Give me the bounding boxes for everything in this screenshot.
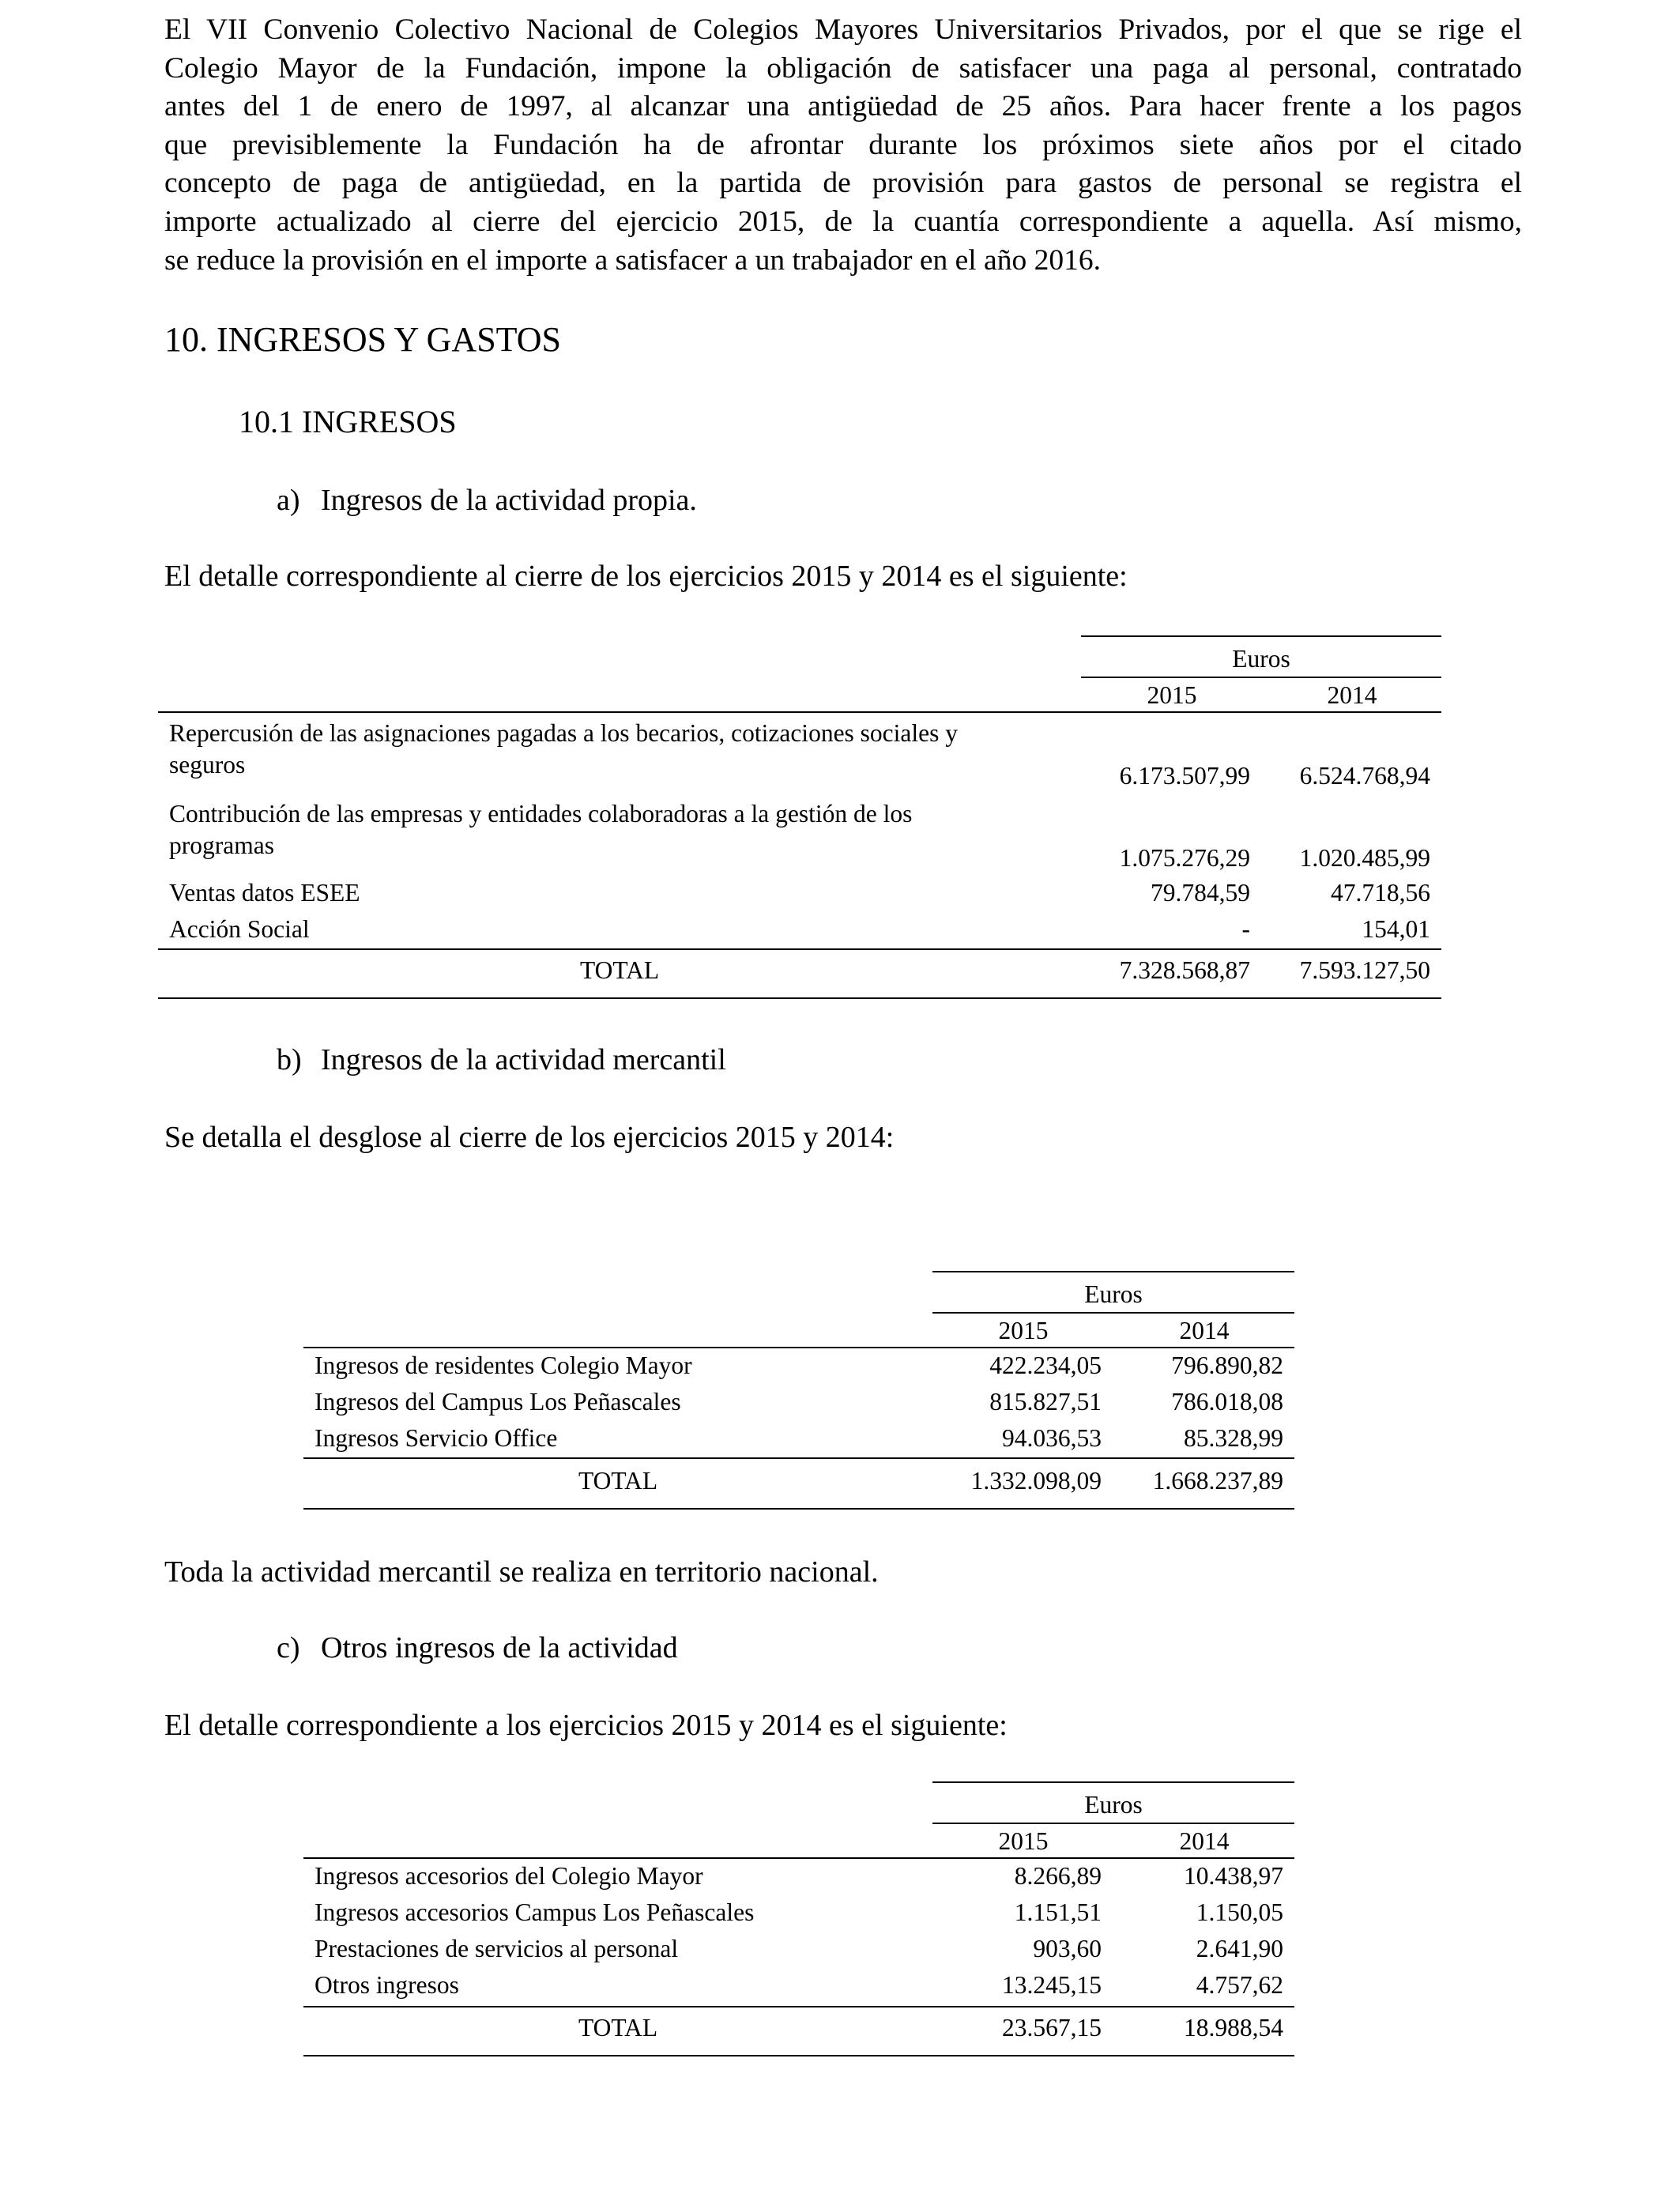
row-label: Ingresos accesorios Campus Los Peñascales bbox=[315, 1898, 755, 1926]
row-label-line: programas bbox=[169, 831, 274, 859]
part-c-heading bbox=[277, 1628, 678, 1668]
total-divider bbox=[158, 948, 1441, 950]
year-2015-header: 2015 bbox=[998, 1827, 1049, 1855]
total-2015: 23.567,15 bbox=[1002, 2014, 1102, 2041]
value-2015: 6.173.507,99 bbox=[1119, 762, 1250, 790]
part-b-letter: b) bbox=[277, 1043, 302, 1076]
part-a-letter: a) bbox=[277, 484, 300, 517]
row-label-line: Contribución de las empresas y entidades colaboradoras a la gestión de los bbox=[169, 800, 913, 827]
table-actividad-mercantil bbox=[303, 1271, 1294, 1513]
value-2014: 85.328,99 bbox=[1184, 1424, 1283, 1452]
intro-line: concepto de paga de antigüedad, en la partida de provisión para gastos de personal se registra el bbox=[164, 167, 1522, 200]
table-divider bbox=[303, 1347, 1294, 1348]
part-a-intro: El detalle correspondiente al cierre de los ejercicios 2015 y 2014 es el siguiente: bbox=[164, 560, 1128, 593]
part-a-heading-text: Ingresos de la actividad propia. bbox=[321, 484, 697, 517]
row-label: Ventas datos ESEE bbox=[169, 879, 360, 907]
value-2014: 4.757,62 bbox=[1196, 1971, 1283, 1999]
years-header bbox=[1081, 677, 1441, 714]
part-b-heading bbox=[277, 1040, 726, 1080]
part-c-intro: El detalle correspondiente a los ejercicios 2015 y 2014 es el siguiente: bbox=[164, 1709, 1008, 1742]
currency-header: Euros bbox=[1232, 645, 1290, 673]
value-2015: 1.151,51 bbox=[1014, 1898, 1102, 1926]
part-c-letter: c) bbox=[277, 1631, 300, 1664]
row-label: Acción Social bbox=[169, 915, 310, 943]
part-c-heading-text: Otros ingresos de la actividad bbox=[321, 1631, 678, 1664]
intro-paragraph bbox=[164, 11, 1522, 280]
table-header bbox=[932, 1781, 1294, 1859]
total-divider bbox=[303, 1457, 1294, 1459]
years-header bbox=[932, 1312, 1294, 1350]
row-label-line: seguros bbox=[169, 751, 246, 778]
table-row bbox=[303, 1897, 1294, 1933]
table-row bbox=[158, 798, 1441, 874]
years-header bbox=[932, 1823, 1294, 1860]
value-2014: 10.438,97 bbox=[1184, 1862, 1283, 1890]
table-divider bbox=[158, 711, 1441, 713]
value-2015: 94.036,53 bbox=[1002, 1424, 1102, 1452]
intro-line: Colegio Mayor de la Fundación, impone la obligación de satisfacer una paga al personal, contratado bbox=[164, 51, 1522, 85]
row-label: Ingresos Servicio Office bbox=[315, 1424, 558, 1452]
total-2014: 1.668.237,89 bbox=[1152, 1467, 1283, 1495]
total-divider bbox=[303, 2006, 1294, 2007]
table-otros-ingresos bbox=[303, 1781, 1294, 2060]
row-label: Ingresos accesorios del Colegio Mayor bbox=[315, 1862, 703, 1890]
table-row bbox=[158, 914, 1441, 950]
value-2015: 815.827,51 bbox=[989, 1388, 1102, 1416]
currency-header: Euros bbox=[1084, 1280, 1143, 1308]
table-bottom-line bbox=[303, 1508, 1294, 1510]
table-bottom-line bbox=[303, 2055, 1294, 2056]
part-b-heading-text: Ingresos de la actividad mercantil bbox=[321, 1043, 726, 1076]
table-header bbox=[932, 1271, 1294, 1348]
intro-line: importe actualizado al cierre del ejercicio 2015, de la cuantía correspondiente a aquella. Así mismo, bbox=[164, 205, 1522, 238]
intro-line: que previsiblemente la Fundación ha de afrontar durante los próximos siete años por el citado bbox=[164, 128, 1522, 161]
table-row bbox=[303, 1350, 1294, 1386]
total-label: TOTAL bbox=[578, 2014, 658, 2041]
part-b-intro: Se detalla el desglose al cierre de los ejercicios 2015 y 2014: bbox=[164, 1121, 895, 1154]
table-divider bbox=[303, 1857, 1294, 1859]
row-label: Ingresos del Campus Los Peñascales bbox=[315, 1388, 681, 1416]
part-a-heading bbox=[277, 481, 697, 520]
currency-header: Euros bbox=[1084, 1791, 1143, 1819]
value-2014: 6.524.768,94 bbox=[1299, 762, 1430, 790]
row-label-line: Repercusión de las asignaciones pagadas a los becarios, cotizaciones sociales y bbox=[169, 719, 959, 747]
total-label: TOTAL bbox=[580, 956, 660, 984]
table-actividad-propia bbox=[158, 635, 1441, 999]
row-label bbox=[169, 798, 912, 861]
value-2014: 796.890,82 bbox=[1171, 1351, 1283, 1379]
year-2014-header: 2014 bbox=[1327, 681, 1377, 709]
year-2014-header: 2014 bbox=[1179, 1317, 1230, 1344]
row-label: Otros ingresos bbox=[315, 1971, 459, 1999]
table-row bbox=[303, 1970, 1294, 2006]
row-label: Prestaciones de servicios al personal bbox=[315, 1935, 679, 1962]
table-row bbox=[158, 877, 1441, 914]
value-2015: 79.784,59 bbox=[1151, 879, 1250, 907]
value-2015: 13.245,15 bbox=[1002, 1971, 1102, 1999]
table-row bbox=[158, 718, 1441, 792]
total-row bbox=[303, 1465, 1294, 1502]
total-2015: 7.328.568,87 bbox=[1119, 956, 1250, 984]
value-2015: 8.266,89 bbox=[1014, 1862, 1102, 1890]
value-2014: 2.641,90 bbox=[1196, 1935, 1283, 1962]
value-2015: - bbox=[1241, 915, 1250, 943]
table-header bbox=[1081, 635, 1441, 713]
table-row bbox=[303, 1933, 1294, 1970]
total-2014: 18.988,54 bbox=[1184, 2014, 1283, 2041]
year-2014-header: 2014 bbox=[1179, 1827, 1230, 1855]
intro-line: antes del 1 de enero de 1997, al alcanzar una antigüedad de 25 años. Para hacer frente a los pagos bbox=[164, 90, 1522, 123]
section-subtitle: 10.1 INGRESOS bbox=[239, 404, 457, 439]
value-2015: 422.234,05 bbox=[989, 1351, 1102, 1379]
value-2015: 903,60 bbox=[1033, 1935, 1102, 1962]
value-2014: 786.018,08 bbox=[1171, 1388, 1283, 1416]
part-b-note: Toda la actividad mercantil se realiza en territorio nacional. bbox=[164, 1555, 879, 1589]
value-2014: 1.020.485,99 bbox=[1299, 844, 1430, 872]
intro-line: se reduce la provisión en el importe a satisfacer a un trabajador en el año 2016. bbox=[164, 243, 1101, 277]
row-label bbox=[169, 718, 958, 781]
row-label: Ingresos de residentes Colegio Mayor bbox=[315, 1351, 692, 1379]
table-row bbox=[303, 1423, 1294, 1459]
value-2014: 47.718,56 bbox=[1331, 879, 1430, 907]
total-row bbox=[303, 2012, 1294, 2049]
total-2015: 1.332.098,09 bbox=[970, 1467, 1102, 1495]
total-label: TOTAL bbox=[578, 1467, 658, 1495]
value-2014: 154,01 bbox=[1362, 915, 1430, 943]
intro-line: El VII Convenio Colectivo Nacional de Colegios Mayores Universitarios Privados, por el que se rige el bbox=[164, 13, 1522, 46]
year-2015-header: 2015 bbox=[998, 1317, 1049, 1344]
year-2015-header: 2015 bbox=[1147, 681, 1197, 709]
table-bottom-line bbox=[158, 997, 1441, 999]
value-2015: 1.075.276,29 bbox=[1119, 844, 1250, 872]
value-2014: 1.150,05 bbox=[1196, 1898, 1283, 1926]
table-row bbox=[303, 1860, 1294, 1897]
total-row bbox=[158, 955, 1441, 991]
section-title: 10. INGRESOS Y GASTOS bbox=[164, 320, 562, 359]
table-row bbox=[303, 1386, 1294, 1423]
total-2014: 7.593.127,50 bbox=[1299, 956, 1430, 984]
